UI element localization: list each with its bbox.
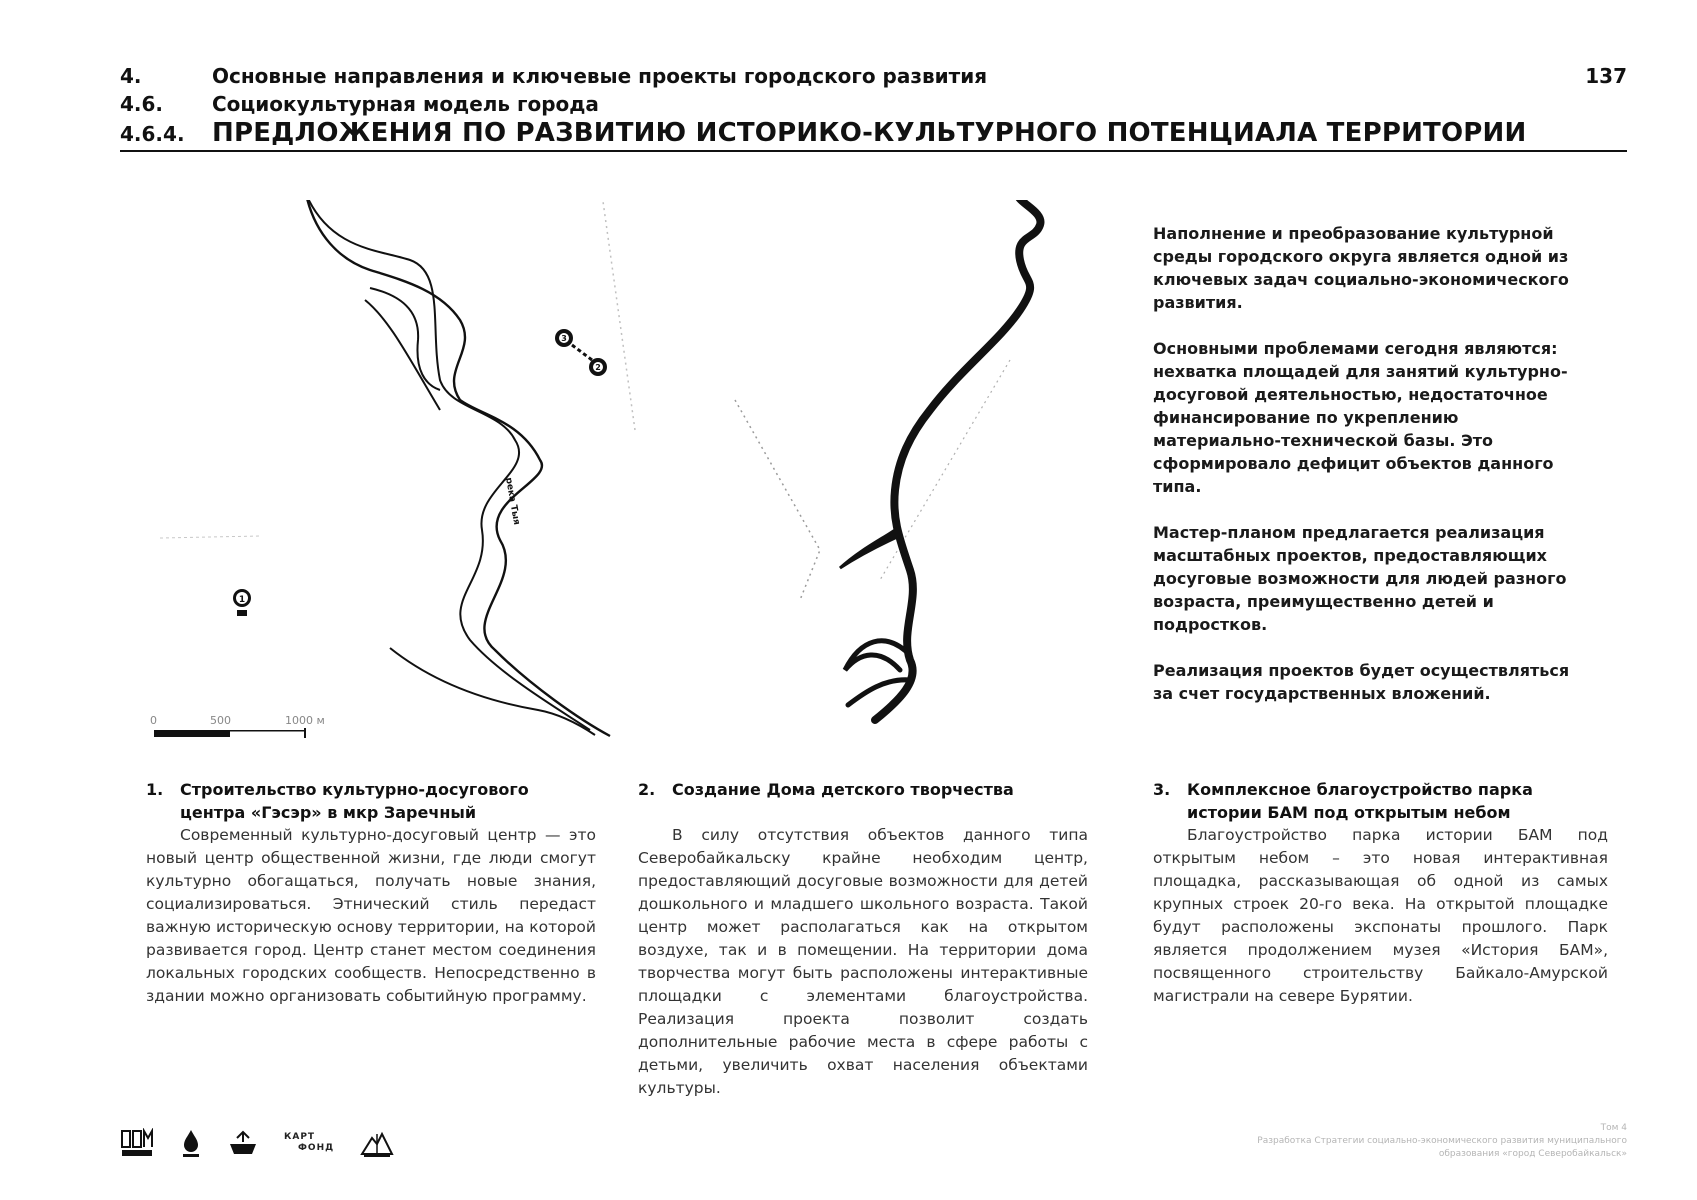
project-location-map bbox=[140, 200, 1080, 740]
header-divider bbox=[120, 150, 1627, 152]
kart-fond-line-2: ФОНД bbox=[298, 1143, 335, 1153]
lake-shoreline bbox=[875, 200, 1040, 720]
section-number: 4. bbox=[120, 64, 142, 88]
marker-3[interactable] bbox=[555, 329, 573, 347]
marker-2-label: 2 bbox=[595, 363, 601, 372]
marker-3-label: 3 bbox=[561, 334, 567, 343]
intro-text bbox=[1153, 222, 1583, 728]
faint-road-left bbox=[160, 536, 260, 538]
subsection-title: Социокультурная модель города bbox=[212, 92, 599, 116]
scale-zero: 0 bbox=[150, 714, 157, 727]
intro-paragraph-1: Наполнение и преобразование культурной среды городского округа является одной из ключевых задач социально-экономического развития. bbox=[1153, 224, 1569, 312]
project-2-title: Создание Дома детского творчества bbox=[672, 780, 1014, 799]
intro-paragraph-3: Мастер-планом предлагается реализация масштабных проектов, предоставляющих досуговые возможности для людей разного возраста, преимущественно детей и подростков. bbox=[1153, 523, 1567, 634]
river-bank-inner bbox=[306, 200, 590, 730]
marker-1[interactable] bbox=[233, 589, 251, 616]
scale-end: 1000 м bbox=[285, 714, 325, 727]
project-1-heading bbox=[146, 778, 596, 824]
project-2-body: В силу отсутствия объектов данного типа Северобайкальску крайне необходим центр, предоставляющий досуговые возможности для детей дошкольного и младшего школьного возраста. Такой центр может располагаться как на открытом воздухе, так и в помещении. На территории дома творчества могут быть расположены интерактивные площадки с элементами благоустройства. Реализация проекта позволит создать дополнительные рабочие места в сфере работы с детьми, увеличить охват населения объектами культуры. bbox=[638, 826, 1088, 1097]
river-bank-outer bbox=[306, 200, 610, 736]
header-row-3 bbox=[120, 118, 1526, 148]
project-1-body: Современный культурно-досуговый центр — это новый центр общественной жизни, где люди смогут культурно обогащаться, получать новые знания, социализироваться. Этнический стиль передаст важную историческую основу территории, на которой развивается город. Центр станет местом соединения локальных городских сообществ. Непосредственно в здании можно организовать событийную программу. bbox=[146, 826, 596, 1005]
intro-paragraph-2: Основными проблемами сегодня являются: нехватка площадей для занятий культурно-досуговой деятельностью, недостаточное финансирование по укреплению материально-технической базы. Это сформировало дефицит объектов данного типа. bbox=[1153, 339, 1568, 496]
intro-paragraph-4: Реализация проектов будет осуществляться за счет государственных вложений. bbox=[1153, 661, 1570, 703]
project-3-body: Благоустройство парка истории БАМ под открытым небом – это новая интерактивная площадка, рассказывающая об одной из самых крупных строек 20-го века. На открытой площадке будут расположены экспонаты прошлого. Парк является продолжением музея «История БАМ», посвященного строительству Байкало-Амурской магистрали на севере Бурятии. bbox=[1153, 826, 1608, 1005]
dotted-road-line bbox=[735, 400, 820, 600]
marker-1-label: 1 bbox=[238, 595, 246, 605]
kart-fond-logo bbox=[284, 1132, 334, 1154]
project-1-number: 1. bbox=[146, 780, 164, 799]
river-channel bbox=[365, 288, 440, 410]
scale-bar bbox=[150, 714, 325, 738]
boat-logo bbox=[228, 1128, 258, 1158]
footer-project-title: Разработка Стратегии социально-экономического развития муниципального bbox=[1257, 1136, 1627, 1146]
project-1-title: Строительство культурно-досугового центра «Гэсэр» в мкр Заречный bbox=[180, 780, 529, 822]
header-row-1 bbox=[120, 64, 987, 88]
project-3 bbox=[1153, 778, 1608, 1008]
drop-logo bbox=[180, 1128, 202, 1158]
mountain-logo bbox=[360, 1128, 394, 1158]
river-label: река Тыя bbox=[503, 476, 522, 526]
footer-logos bbox=[120, 1128, 394, 1158]
section-title: Основные направления и ключевые проекты городского развития bbox=[212, 64, 988, 88]
marker-2[interactable] bbox=[589, 358, 607, 376]
footer-document-info bbox=[1227, 1122, 1627, 1161]
project-2-number: 2. bbox=[638, 780, 656, 799]
dom-logo bbox=[120, 1128, 154, 1158]
marker-connector bbox=[572, 345, 592, 360]
subsection-number: 4.6. bbox=[120, 92, 164, 116]
footer-municipality: образования «город Северобайкальск» bbox=[1438, 1149, 1627, 1159]
page-title: ПРЕДЛОЖЕНИЯ ПО РАЗВИТИЮ ИСТОРИКО-КУЛЬТУРНОГО ПОТЕНЦИАЛА ТЕРРИТОРИИ bbox=[212, 118, 1527, 148]
footer-volume: Том 4 bbox=[1600, 1123, 1627, 1133]
header-row-2 bbox=[120, 92, 599, 116]
project-3-title: Комплексное благоустройство парка истории БАМ под открытым небом bbox=[1187, 780, 1533, 822]
scale-mid: 500 bbox=[210, 714, 231, 727]
project-2 bbox=[638, 778, 1088, 1100]
project-3-number: 3. bbox=[1153, 780, 1171, 799]
page-number: 137 bbox=[1585, 64, 1627, 88]
kart-fond-line-1: КАРТ bbox=[284, 1132, 316, 1142]
project-2-heading bbox=[638, 778, 1088, 801]
chapter-number: 4.6.4. bbox=[120, 122, 185, 146]
project-3-heading bbox=[1153, 778, 1608, 824]
project-1 bbox=[146, 778, 596, 1008]
dotted-boundary-line bbox=[600, 200, 635, 430]
lake-bay bbox=[840, 530, 895, 568]
